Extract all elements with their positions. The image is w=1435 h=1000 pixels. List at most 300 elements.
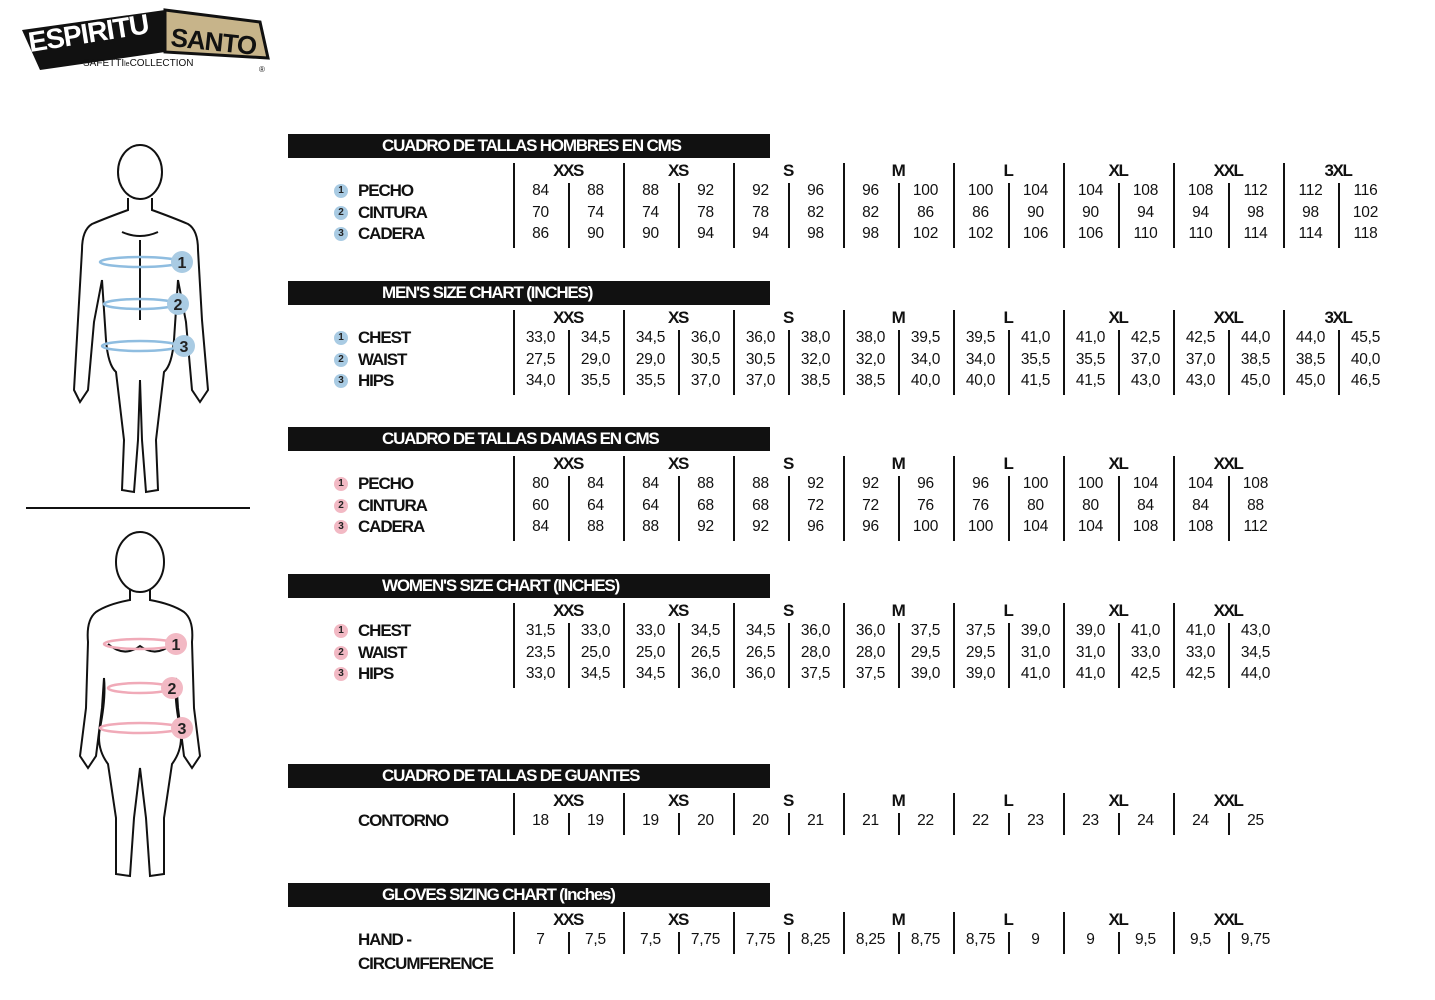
range-max-value: 9,75 <box>1240 931 1271 948</box>
measurement-label-text: CINTURA <box>358 495 427 515</box>
range-max-value: 39,0 <box>1020 622 1051 639</box>
logo-brand-right: SANTO <box>169 22 258 61</box>
range-min-value: 8,25 <box>855 931 886 948</box>
range-max-value: 39,0 <box>910 665 941 682</box>
size-column-xl <box>1063 791 1173 833</box>
size-column-m <box>843 308 953 393</box>
range-max-value: 37,5 <box>800 665 831 682</box>
measurement-label <box>338 202 427 224</box>
range-min-value: 37,5 <box>855 665 886 682</box>
size-column-l <box>953 910 1063 952</box>
range-max-value: 44,0 <box>1240 665 1271 682</box>
size-name: M <box>891 161 905 180</box>
size-column-xxs <box>513 601 623 686</box>
range-min-value: 80 <box>532 475 549 492</box>
range-min-value: 96 <box>862 518 879 535</box>
range-max-value: 41,0 <box>1130 622 1161 639</box>
size-column-xxl <box>1173 791 1283 833</box>
size-column-m <box>843 161 953 246</box>
size-name: XXS <box>553 910 583 929</box>
size-name: XL <box>1108 161 1128 180</box>
range-min-value: 90 <box>642 225 659 242</box>
range-min-value: 18 <box>532 812 549 829</box>
size-name: M <box>891 454 905 473</box>
size-column-xs <box>623 308 733 393</box>
range-max-value: 112 <box>1243 518 1268 535</box>
size-chart-section <box>288 883 1435 980</box>
measurement-number-badge: 1 <box>334 624 348 638</box>
range-max-value: 88 <box>697 475 714 492</box>
size-column-xxs <box>513 791 623 833</box>
size-name: S <box>783 454 793 473</box>
range-min-value: 21 <box>862 812 879 829</box>
range-min-value: 92 <box>752 182 769 199</box>
measurement-label <box>358 810 448 832</box>
measurement-number-badge: 1 <box>334 331 348 345</box>
size-chart-section <box>288 574 1435 714</box>
range-max-value: 96 <box>807 182 824 199</box>
range-max-value: 32,0 <box>800 350 831 368</box>
logo-registered: ® <box>259 65 265 74</box>
section-body <box>288 791 1435 833</box>
size-name: S <box>783 791 793 810</box>
range-max-value: 108 <box>1242 475 1269 492</box>
range-max-value: 33,0 <box>580 622 611 639</box>
range-min-value: 108 <box>1187 518 1214 535</box>
range-max-value: 19 <box>587 812 604 829</box>
range-min-value: 29,5 <box>965 643 996 661</box>
range-min-value: 60 <box>532 496 549 514</box>
measurement-number-badge: 2 <box>334 353 348 367</box>
range-max-value: 30,5 <box>690 350 721 368</box>
range-min-value: 100 <box>1077 475 1104 492</box>
size-name: XXS <box>553 791 583 810</box>
section-title: WOMEN'S SIZE CHART (INCHES) <box>288 574 770 598</box>
range-max-value: 34,5 <box>690 622 721 639</box>
size-name: S <box>783 910 793 929</box>
range-max-value: 39,5 <box>910 329 941 346</box>
size-name: XL <box>1108 308 1128 327</box>
size-chart-section <box>288 764 1435 861</box>
range-min-value: 68 <box>752 496 769 514</box>
range-max-value: 40,0 <box>910 372 941 389</box>
range-min-value: 106 <box>1077 225 1104 242</box>
range-min-value: 24 <box>1192 812 1209 829</box>
range-max-value: 36,0 <box>690 665 721 682</box>
range-min-value: 64 <box>642 496 659 514</box>
measurement-label-text: CADERA <box>358 224 425 243</box>
size-column-xxs <box>513 454 623 539</box>
range-min-value: 114 <box>1298 225 1323 242</box>
range-max-value: 80 <box>1027 496 1044 514</box>
size-column-xxs <box>513 161 623 246</box>
measurement-number-badge: 3 <box>334 520 348 534</box>
woman-marker-2: 2 <box>167 681 177 698</box>
size-column-3xl <box>1283 308 1393 393</box>
size-name: S <box>783 161 793 180</box>
range-min-value: 94 <box>1192 203 1209 221</box>
range-min-value: 39,5 <box>965 329 996 346</box>
size-name: XXL <box>1213 601 1243 620</box>
range-max-value: 100 <box>912 518 939 535</box>
range-max-value: 29,5 <box>910 643 941 661</box>
range-max-value: 26,5 <box>690 643 721 661</box>
size-name: XXS <box>553 161 583 180</box>
range-min-value: 96 <box>862 182 879 199</box>
range-max-value: 104 <box>1022 182 1049 199</box>
range-max-value: 37,0 <box>690 372 721 389</box>
range-min-value: 84 <box>642 475 659 492</box>
range-min-value: 38,5 <box>855 372 886 389</box>
man-marker-1: 1 <box>177 255 187 272</box>
range-max-value: 110 <box>1133 225 1158 242</box>
range-min-value: 39,0 <box>965 665 996 682</box>
size-name: L <box>1003 791 1013 810</box>
measurement-label-text: CINTURA <box>358 202 427 222</box>
range-max-value: 42,5 <box>1130 665 1161 682</box>
measurement-label <box>338 663 394 685</box>
range-max-value: 44,0 <box>1240 329 1271 346</box>
range-max-value: 72 <box>807 496 824 514</box>
size-column-m <box>843 910 953 952</box>
range-min-value: 108 <box>1187 182 1214 199</box>
range-max-value: 40,0 <box>1350 350 1381 368</box>
range-max-value: 8,25 <box>800 931 831 948</box>
measurement-label <box>338 223 425 245</box>
size-name: XS <box>668 791 688 810</box>
range-min-value: 38,5 <box>1295 350 1326 368</box>
range-max-value: 108 <box>1132 518 1159 535</box>
section-body <box>288 161 1435 246</box>
range-min-value: 94 <box>752 225 769 242</box>
range-max-value: 100 <box>1022 475 1049 492</box>
size-name: L <box>1003 910 1013 929</box>
size-column-l <box>953 454 1063 539</box>
size-name: 3XL <box>1324 308 1352 327</box>
range-min-value: 36,0 <box>855 622 886 639</box>
range-min-value: 34,0 <box>525 372 556 389</box>
range-max-value: 96 <box>917 475 934 492</box>
measurement-label-text: WAIST <box>358 349 407 369</box>
range-min-value: 41,0 <box>1075 665 1106 682</box>
range-min-value: 84 <box>1192 496 1209 514</box>
range-max-value: 114 <box>1243 225 1268 242</box>
range-min-value: 28,0 <box>855 643 886 661</box>
range-max-value: 34,5 <box>1240 643 1271 661</box>
range-max-value: 102 <box>1352 203 1379 221</box>
measurement-number-badge: 2 <box>334 499 348 513</box>
range-min-value: 36,0 <box>745 665 776 682</box>
section-body <box>288 308 1435 393</box>
range-min-value: 35,5 <box>635 372 666 389</box>
range-max-value: 94 <box>697 225 714 242</box>
size-name: S <box>783 308 793 327</box>
range-min-value: 31,5 <box>525 622 556 639</box>
range-min-value: 100 <box>967 518 994 535</box>
range-min-value: 23,5 <box>525 643 556 661</box>
measurement-label-text: CIRCUMFERENCE <box>358 954 493 973</box>
range-min-value: 90 <box>1082 203 1099 221</box>
range-min-value: 96 <box>972 475 989 492</box>
range-min-value: 74 <box>642 203 659 221</box>
range-min-value: 92 <box>752 518 769 535</box>
range-max-value: 64 <box>587 496 604 514</box>
size-name: S <box>783 601 793 620</box>
range-max-value: 98 <box>1247 203 1264 221</box>
range-min-value: 8,75 <box>965 931 996 948</box>
size-name: XL <box>1108 601 1128 620</box>
range-min-value: 37,0 <box>1185 350 1216 368</box>
range-min-value: 30,5 <box>745 350 776 368</box>
range-min-value: 84 <box>532 182 549 199</box>
range-min-value: 88 <box>642 182 659 199</box>
measurement-label <box>338 180 413 202</box>
section-title: GLOVES SIZING CHART (Inches) <box>288 883 770 907</box>
size-column-xs <box>623 601 733 686</box>
range-max-value: 33,0 <box>1130 643 1161 661</box>
size-name: XL <box>1108 791 1128 810</box>
measurement-label <box>338 495 427 517</box>
section-body <box>288 454 1435 539</box>
range-min-value: 86 <box>532 225 549 242</box>
section-title: CUADRO DE TALLAS DE GUANTES <box>288 764 770 788</box>
size-column-xl <box>1063 308 1173 393</box>
range-max-value: 22 <box>917 812 934 829</box>
range-max-value: 31,0 <box>1020 643 1051 661</box>
range-min-value: 7 <box>536 931 545 948</box>
range-min-value: 98 <box>1302 203 1319 221</box>
range-max-value: 84 <box>1137 496 1154 514</box>
range-max-value: 84 <box>587 475 604 492</box>
size-name: M <box>891 601 905 620</box>
range-max-value: 45,0 <box>1240 372 1271 389</box>
range-min-value: 104 <box>1187 475 1214 492</box>
size-name: XXS <box>553 308 583 327</box>
range-min-value: 38,0 <box>855 329 886 346</box>
measurement-label-text: CONTORNO <box>358 811 449 830</box>
range-max-value: 116 <box>1353 182 1378 199</box>
range-min-value: 42,5 <box>1185 665 1216 682</box>
measurement-label <box>338 642 407 664</box>
range-max-value: 104 <box>1022 518 1049 535</box>
range-max-value: 94 <box>1137 203 1154 221</box>
size-name: M <box>891 308 905 327</box>
measurement-label-text: HIPS <box>358 664 394 683</box>
range-min-value: 34,5 <box>745 622 776 639</box>
man-marker-2: 2 <box>173 297 183 314</box>
range-min-value: 33,0 <box>525 329 556 346</box>
range-max-value: 36,0 <box>690 329 721 346</box>
size-name: M <box>891 791 905 810</box>
range-max-value: 38,5 <box>1240 350 1271 368</box>
size-column-l <box>953 791 1063 833</box>
size-column-m <box>843 454 953 539</box>
range-min-value: 86 <box>972 203 989 221</box>
measurement-label-text: WAIST <box>358 642 407 662</box>
range-min-value: 110 <box>1188 225 1213 242</box>
measurement-label <box>338 370 394 392</box>
size-column-xxl <box>1173 601 1283 686</box>
range-max-value: 28,0 <box>800 643 831 661</box>
range-min-value: 44,0 <box>1295 329 1326 346</box>
range-min-value: 39,0 <box>1075 622 1106 639</box>
range-min-value: 40,0 <box>965 372 996 389</box>
size-chart-section <box>288 134 1435 274</box>
range-min-value: 80 <box>1082 496 1099 514</box>
range-min-value: 45,0 <box>1295 372 1326 389</box>
range-max-value: 118 <box>1353 225 1378 242</box>
size-name: L <box>1003 308 1013 327</box>
range-min-value: 22 <box>972 812 989 829</box>
size-name: M <box>891 910 905 929</box>
range-max-value: 7,75 <box>690 931 721 948</box>
measurement-number-badge: 3 <box>334 667 348 681</box>
range-max-value: 92 <box>697 182 714 199</box>
range-max-value: 76 <box>917 496 934 514</box>
range-min-value: 37,0 <box>745 372 776 389</box>
woman-marker-3: 3 <box>177 721 187 738</box>
range-min-value: 34,5 <box>635 665 666 682</box>
size-name: L <box>1003 454 1013 473</box>
measurement-label-text: HAND - <box>358 930 411 949</box>
size-name: XXL <box>1213 791 1243 810</box>
measurement-label-text: CHEST <box>358 621 411 640</box>
range-max-value: 46,5 <box>1350 372 1381 389</box>
woman-marker-1: 1 <box>171 637 181 654</box>
range-max-value: 88 <box>587 518 604 535</box>
range-min-value: 98 <box>862 225 879 242</box>
size-name: XS <box>668 601 688 620</box>
range-max-value: 34,5 <box>580 665 611 682</box>
size-column-xxl <box>1173 161 1283 246</box>
measurement-label-text: PECHO <box>358 474 413 493</box>
size-column-xs <box>623 161 733 246</box>
range-max-value: 38,0 <box>800 329 831 346</box>
range-max-value: 41,5 <box>1020 372 1051 389</box>
range-min-value: 34,5 <box>635 329 666 346</box>
size-name: XXL <box>1213 910 1243 929</box>
range-max-value: 37,5 <box>910 622 941 639</box>
size-name: XS <box>668 308 688 327</box>
size-name: XXS <box>553 601 583 620</box>
range-max-value: 9,5 <box>1135 931 1156 948</box>
range-min-value: 7,5 <box>640 931 661 948</box>
range-max-value: 98 <box>807 225 824 242</box>
range-min-value: 37,5 <box>965 622 996 639</box>
range-min-value: 100 <box>967 182 994 199</box>
range-max-value: 88 <box>1247 496 1264 514</box>
size-column-s <box>733 161 843 246</box>
range-min-value: 104 <box>1077 518 1104 535</box>
range-max-value: 90 <box>587 225 604 242</box>
range-max-value: 43,0 <box>1130 372 1161 389</box>
range-max-value: 82 <box>807 203 824 221</box>
size-column-s <box>733 791 843 833</box>
measurement-label <box>338 473 413 495</box>
size-name: XL <box>1108 910 1128 929</box>
measurement-label-text: CADERA <box>358 517 425 536</box>
range-min-value: 9,5 <box>1190 931 1211 948</box>
range-max-value: 38,5 <box>800 372 831 389</box>
range-min-value: 70 <box>532 203 549 221</box>
range-min-value: 88 <box>642 518 659 535</box>
section-title: MEN'S SIZE CHART (INCHES) <box>288 281 770 305</box>
size-column-l <box>953 161 1063 246</box>
range-min-value: 19 <box>642 812 659 829</box>
range-max-value: 88 <box>587 182 604 199</box>
range-max-value: 21 <box>807 812 824 829</box>
range-min-value: 84 <box>532 518 549 535</box>
range-max-value: 96 <box>807 518 824 535</box>
range-max-value: 90 <box>1027 203 1044 221</box>
range-min-value: 7,75 <box>745 931 776 948</box>
range-max-value: 112 <box>1243 182 1268 199</box>
size-name: XS <box>668 161 688 180</box>
size-column-xl <box>1063 161 1173 246</box>
size-name: XS <box>668 454 688 473</box>
size-column-s <box>733 308 843 393</box>
size-column-xxs <box>513 910 623 952</box>
range-max-value: 92 <box>807 475 824 492</box>
size-name: L <box>1003 161 1013 180</box>
range-min-value: 31,0 <box>1075 643 1106 661</box>
measurement-label <box>338 327 411 349</box>
measurement-label <box>338 349 407 371</box>
range-max-value: 34,0 <box>910 350 941 368</box>
section-body <box>288 910 1435 973</box>
range-max-value: 42,5 <box>1130 329 1161 346</box>
size-column-xl <box>1063 910 1173 952</box>
range-max-value: 104 <box>1132 475 1159 492</box>
logo-brand-left: ESPIRITU <box>26 8 151 58</box>
size-column-s <box>733 910 843 952</box>
range-min-value: 9 <box>1086 931 1095 948</box>
range-min-value: 104 <box>1077 182 1104 199</box>
measurement-label-text: PECHO <box>358 181 413 200</box>
size-column-xxl <box>1173 454 1283 539</box>
size-name: L <box>1003 601 1013 620</box>
range-min-value: 25,0 <box>635 643 666 661</box>
range-min-value: 33,0 <box>635 622 666 639</box>
range-max-value: 23 <box>1027 812 1044 829</box>
range-min-value: 88 <box>752 475 769 492</box>
size-column-l <box>953 308 1063 393</box>
measurement-number-badge: 2 <box>334 206 348 220</box>
range-min-value: 82 <box>862 203 879 221</box>
size-column-xl <box>1063 601 1173 686</box>
range-max-value: 74 <box>587 203 604 221</box>
range-min-value: 112 <box>1298 182 1323 199</box>
measurement-label-text: CHEST <box>358 328 411 347</box>
range-max-value: 25 <box>1247 812 1264 829</box>
range-min-value: 35,5 <box>1075 350 1106 368</box>
measurement-number-badge: 1 <box>334 477 348 491</box>
range-min-value: 72 <box>862 496 879 514</box>
range-max-value: 100 <box>912 182 939 199</box>
range-max-value: 8,75 <box>910 931 941 948</box>
range-max-value: 9 <box>1031 931 1040 948</box>
range-min-value: 42,5 <box>1185 329 1216 346</box>
range-max-value: 25,0 <box>580 643 611 661</box>
measurement-label <box>358 929 411 951</box>
size-column-xs <box>623 910 733 952</box>
range-max-value: 35,5 <box>580 372 611 389</box>
range-max-value: 7,5 <box>585 931 606 948</box>
range-min-value: 27,5 <box>525 350 556 368</box>
size-name: XXL <box>1213 161 1243 180</box>
size-column-xs <box>623 454 733 539</box>
range-min-value: 78 <box>752 203 769 221</box>
